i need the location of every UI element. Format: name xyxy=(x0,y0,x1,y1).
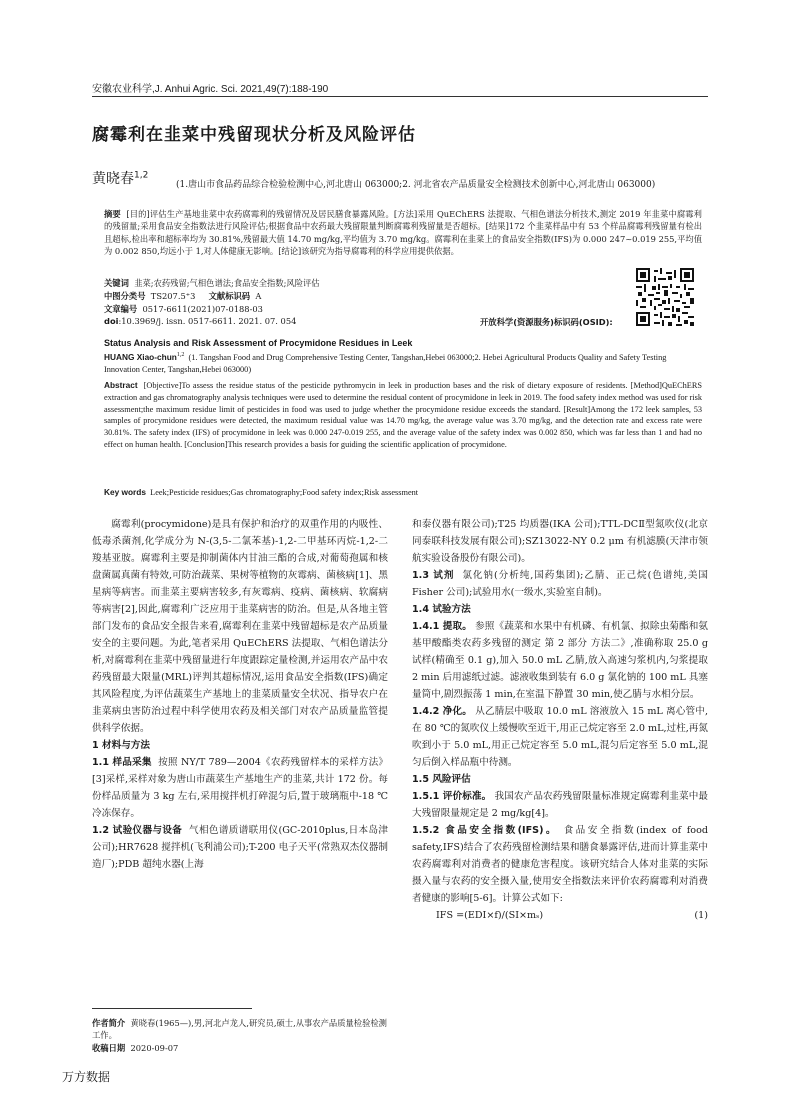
section-1-5-1 xyxy=(412,788,708,822)
section-1-5-2-label: 1.5.2 食品安全指数(IFS)。 xyxy=(412,825,559,836)
abstract-cn-label: 摘要 xyxy=(104,209,121,219)
article-number xyxy=(104,303,263,315)
footnote-rule xyxy=(92,1008,252,1009)
section-1-4 xyxy=(412,601,708,618)
section-1-2-label: 1.2 试验仪器与设备 xyxy=(92,825,183,836)
english-abstract xyxy=(104,380,702,451)
doi-value: :10.3969/j. issn. 0517-6611. 2021. 07. 054 xyxy=(118,316,297,326)
footnote-date-label: 收稿日期 xyxy=(92,1043,126,1053)
formula-number: (1) xyxy=(694,910,708,921)
classification-value: TS207.5⁺3 xyxy=(150,291,196,301)
english-author xyxy=(104,350,702,375)
journal-header: 安徽农业科学,J. Anhui Agric. Sci. 2021,49(7):188-190 xyxy=(92,84,329,95)
author-sup: 1,2 xyxy=(134,170,149,181)
english-keywords xyxy=(104,487,418,497)
section-1-4-2-label: 1.4.2 净化。 xyxy=(412,706,473,717)
paper-title: 腐霉利在韭菜中残留现状分析及风险评估 xyxy=(92,125,416,145)
author-name xyxy=(92,168,148,188)
section-1-5-2-text: 食品安全指数(index of food safety,IFS)结合了农药残留检测结果和膳食暴露评估,进而计算韭菜中农药腐霉利对消费者的健康危害程度。该研究结合人体对韭菜的实际摄入量与农药的安全摄入量,使用安全指数法来评价农药腐霉利对消费者健康的影响[5-6]。计算公式如下: xyxy=(412,825,708,904)
section-1-5-2 xyxy=(412,822,708,907)
section-1-4-1-text: 参照《蔬菜和水果中有机磷、有机氯、拟除虫菊酯和氨基甲酸酯类农药多残留的测定 第 2 部分 方法二》,准确称取 25.0 g 试样(精确至 0.1 g),加入 50.0 mL 乙腈,放入高速匀浆机内,匀浆提取 2 min 后用滤纸过滤。滤液收集到装有 6.0 g 氯化钠的 100 mL 具塞量筒中,剧烈振荡 1 min,在室温下静置 30 min,使乙腈与水相分层。 xyxy=(412,621,708,700)
section-1-4-1 xyxy=(412,618,708,703)
abstract-cn xyxy=(104,208,702,258)
section-1-4-2 xyxy=(412,703,708,771)
footnote-date-value: 2020-09-07 xyxy=(130,1043,179,1053)
section-1-3 xyxy=(412,567,708,601)
section-1-1-text: 按照 NY/T 789—2004《农药残留样本的采样方法》[3]采样,采样对象为唐山市蔬菜生产基地生产的韭菜,共计 172 份。每份样品质量为 3 kg 左右,采用搅拌机打碎混匀后,置于玻璃瓶中-18 ℃冷冻保存。 xyxy=(92,757,389,819)
qr-code-icon[interactable] xyxy=(636,268,694,326)
section-1-2-text: 气相色谱质谱联用仪(GC-2010plus,日本岛津公司);HR7628 搅拌机(飞利浦公司);T-200 电子天平(常熟双杰仪器制造厂);PDB 超纯水器(上海 xyxy=(92,825,388,870)
doi-label: doi xyxy=(104,316,119,326)
doc-code-value: A xyxy=(255,291,262,301)
intro-paragraph: 腐霉利(procymidone)是具有保护和治疗的双重作用的内吸性、低毒杀菌剂,化学成分为 N-(3,5-二氯苯基)-1,2-二甲基环丙烷-1,2-二羧基亚胺。腐霉利主要是抑制菌体内甘油三酯的合成,对葡萄孢属和核盘菌属真菌有特效,可防治蔬菜、果树等植物的灰霉病、菌核病[1]、黑星病等病害。而韭菜主要病害较多,有灰霉病、疫病、菌核病、软腐病等病害[2],因此,腐霉利广泛应用于韭菜病害的防治。但是,从各地主管部门发布的食品安全报告来看,腐霉利在韭菜中残留超标是农产品质量安全的主要问题。为此,笔者采用 QuEChERS 法提取、气相色谱法分析,对腐霉利在韭菜中残留量进行年度跟踪定量检测,并运用农产品中农药残留最大限量(MRL)评判其超标情况,运用食品安全指数(IFS)确定其风险程度,为评估蔬菜生产基地上的韭菜质量安全状况、指导农户在韭菜病虫害防治过程中科学使用农药及相关部门对农产品质量监管提供科学依据。 xyxy=(92,519,388,734)
footnote-author xyxy=(92,1017,388,1041)
equipment-continued: 和泰仪器有限公司);T25 均质器(IKA 公司);TTL-DCⅡ型氮吹仪(北京同泰联科技发展有限公司);SZ13022-NY 0.2 μm 有机滤膜(天津市领航实验设备股份有限公司)。 xyxy=(412,519,708,564)
keywords-cn xyxy=(104,277,320,289)
body-column-right xyxy=(412,516,708,924)
section-heading-1: 1 材料与方法 xyxy=(92,740,150,751)
section-1-4-1-label: 1.4.1 提取。 xyxy=(412,621,472,632)
english-keywords-label: Key words xyxy=(104,487,146,497)
doc-code-label: 文献标识码 xyxy=(208,291,251,301)
english-author-sup: 1,2 xyxy=(176,352,185,358)
wanfang-watermark: 万方数据 xyxy=(62,1070,111,1084)
footnote-author-label: 作者简介 xyxy=(92,1018,126,1028)
section-1-5 xyxy=(412,771,708,788)
section-1-3-text: 氯化钠(分析纯,国药集团);乙腈、正己烷(色谱纯,美国 Fisher 公司);试验用水(一级水,实验室自制)。 xyxy=(412,570,708,598)
footnote-date xyxy=(92,1042,178,1054)
english-title: Status Analysis and Risk Assessment of Procymidone Residues in Leek xyxy=(104,338,413,348)
header-rule xyxy=(92,96,708,97)
section-1-4-2-text: 从乙腈层中吸取 10.0 mL 溶液放入 15 mL 离心管中,在 80 ℃的氮吹仪上缓慢吹至近干,用正己烷定容至 2.0 mL,过柱,再氮吹到小于 5.0 mL,用正己烷定容至 5.0 mL,混匀后定容至 5.0 mL,混匀后倒入样品瓶中待测。 xyxy=(412,706,708,768)
classification xyxy=(104,290,261,302)
section-1-2 xyxy=(92,822,388,873)
section-1-1 xyxy=(92,754,388,822)
english-abstract-text: [Objective]To assess the residue status of the pesticide pythromycin in leek in production bases and the risk of dietary exposure of residents. [Method]QuEChERS extraction and gas chromatography analysis techniques were used to determine the residual content of procymidone in leek in 2019. The food safety index method was used for risk assessment;the maximum residue limit of pesticides in food was used to judge whether the procymidone residue exceeds the standard. [Result]Among the 172 leek samples, 53 samples of procymidone residues were detected, the maximum residual value was 14.70 mg/kg, the average value was 3.70 mg/kg, and the detection rate and excess rate were 30.81%. The safety index (IFS) of procymidone in leek was 0.000 247-0.019 255, and the average value of the safety index was 0.002 850, which was far less than 1 and had no effect on human health. [Conclusion]This research provides a basis for guiding the scientific application of procymidone. xyxy=(104,381,702,449)
keywords-cn-text: 韭菜;农药残留;气相色谱法;食品安全指数;风险评估 xyxy=(134,278,320,288)
abstract-cn-text: [目的]评估生产基地韭菜中农药腐霉利的残留情况及居民膳食暴露风险。[方法]采用 QuEChERS 法提取、气相色谱法分析技术,测定 2019 年韭菜中腐霉利的残留量;采用食品安全指数法进行风险评估;根据食品中农药最大残留限量判断腐霉利残留量是否超标。[结果]172 个韭菜样品中有 53 个样品腐霉利残留量有检出且超标,检出率和超标率均为 30.81%,残留最大值 14.70 mg/kg,平均值为 3.70 mg/kg。腐霉利在韭菜上的食品安全指数(IFS)为 0.000 247~0.019 255,平均值为 0.002 850,均远小于 1,对人体健康无影响。[结论]该研究为指导腐霉利的科学应用提供依据。 xyxy=(104,209,702,257)
english-keywords-text: Leek;Pesticide residues;Gas chromatography;Food safety index;Risk assessment xyxy=(150,488,419,497)
formula-ifs xyxy=(412,907,708,924)
keywords-cn-label: 关键词 xyxy=(104,278,129,288)
doi xyxy=(104,316,296,326)
author-affiliation: (1.唐山市食品药品综合检验检测中心,河北唐山 063000;2. 河北省农产品质量安全检测技术创新中心,河北唐山 063000) xyxy=(176,180,656,190)
footnote-author-text: 黄晓春(1965—),男,河北卢龙人,研究员,硕士,从事农产品质量检验检测工作。 xyxy=(92,1018,387,1040)
classification-label: 中图分类号 xyxy=(104,291,146,301)
section-1-5-label: 1.5 风险评估 xyxy=(412,774,471,785)
article-number-value: 0517-6611(2021)07-0188-03 xyxy=(142,304,263,314)
section-1-3-label: 1.3 试剂 xyxy=(412,570,455,581)
section-1-5-1-text: 我国农产品农药残留限量标准规定腐霉利韭菜中最大残留限量规定是 2 mg/kg[4]。 xyxy=(412,791,708,819)
english-affiliation: (1. Tangshan Food and Drug Comprehensive Testing Center, Tangshan,Hebei 063000;2. Hebei Agricultural Products Quality and Safety Testing Innovation Center, Tangshan,Hebei 063000) xyxy=(104,352,667,374)
english-abstract-label: Abstract xyxy=(104,380,138,390)
formula-text: IFS =(EDI×f)/(SI×mₛ) xyxy=(436,910,544,921)
section-1-4-label: 1.4 试验方法 xyxy=(412,604,471,615)
section-1-5-1-label: 1.5.1 评价标准。 xyxy=(412,791,492,802)
osid-label: 开放科学(资源服务)标识码(OSID): xyxy=(480,317,613,327)
article-number-label: 文章编号 xyxy=(104,304,138,314)
body-column-left xyxy=(92,516,388,873)
english-author-name: HUANG Xiao-chun xyxy=(104,351,177,362)
author-name-text: 黄晓春 xyxy=(92,171,134,187)
section-1-1-label: 1.1 样品采集 xyxy=(92,757,152,768)
